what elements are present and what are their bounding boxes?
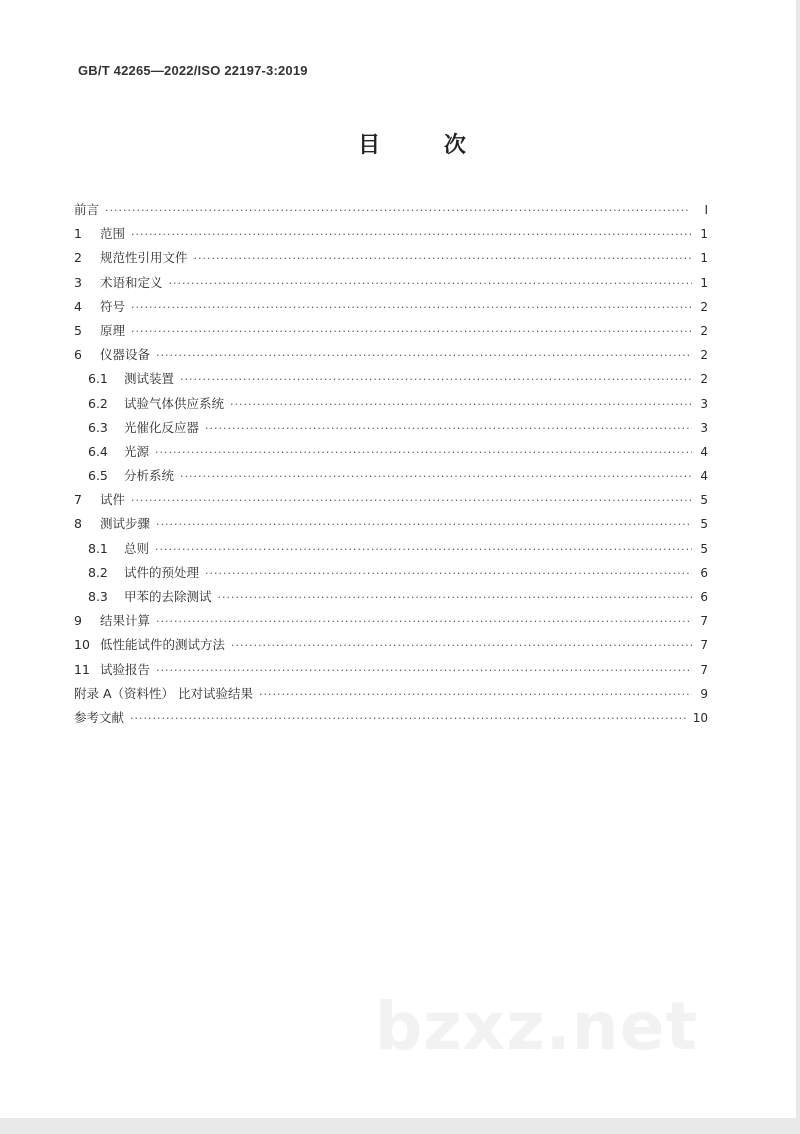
toc-entry-page: 2: [700, 372, 708, 387]
toc-leader-dots: [156, 518, 692, 531]
toc-leader-dots: [230, 398, 692, 411]
toc-entry-label: 试验报告: [100, 661, 151, 677]
toc-leader-dots: [130, 712, 687, 725]
toc-leader-dots: [259, 688, 692, 701]
toc-entry-page: 7: [700, 638, 708, 653]
toc-entry[interactable]: [74, 660, 708, 684]
toc-entry-label: 符号: [100, 298, 126, 314]
toc-entry[interactable]: [74, 442, 708, 466]
toc-leader-dots: [156, 615, 692, 628]
toc-entry[interactable]: [74, 224, 708, 248]
toc-entry-label: 试件: [100, 492, 126, 508]
toc-entry[interactable]: [74, 394, 708, 418]
standard-code: GB/T 42265—2022/ISO 22197-3:2019: [78, 63, 308, 78]
toc-entry-page: 3: [700, 420, 708, 435]
toc-entry[interactable]: [74, 297, 708, 321]
toc-entry-number: 10: [74, 637, 90, 653]
toc-entry-number: 3: [74, 274, 82, 290]
toc-entry-number: 5: [74, 322, 82, 338]
toc-leader-dots: [194, 252, 692, 265]
toc-entry-page: 7: [700, 662, 708, 677]
toc-leader-dots: [105, 204, 692, 217]
toc-entry[interactable]: [74, 321, 708, 345]
toc-entry-number: 8.1: [88, 540, 108, 556]
toc-entry-number: 6.3: [88, 419, 108, 435]
toc-leader-dots: [131, 494, 692, 507]
toc-entry-page: 9: [700, 686, 708, 701]
toc-entry-number: 1: [74, 226, 82, 242]
toc-entry-number: 6: [74, 347, 82, 363]
toc-entry-number: 11: [74, 661, 90, 677]
toc-entry-page: 4: [700, 469, 708, 484]
toc-entry-label: 参考文献: [74, 709, 125, 725]
toc-leader-dots: [218, 591, 692, 604]
toc-entry-page: 5: [700, 493, 708, 508]
toc-entry[interactable]: [74, 563, 708, 587]
toc-leader-dots: [131, 301, 692, 314]
toc-entry-page: 2: [700, 323, 708, 338]
toc-entry-label: 测试装置: [124, 371, 175, 387]
toc-leader-dots: [155, 543, 692, 556]
toc-entry-page: Ⅰ: [704, 203, 708, 217]
toc-entry-page: 6: [700, 590, 708, 604]
toc-leader-dots: [231, 639, 692, 652]
toc-entry[interactable]: [74, 418, 708, 442]
toc-leader-dots: [131, 325, 692, 338]
toc-leader-dots: [156, 349, 692, 362]
toc-entry-label: 总则: [124, 540, 150, 556]
page-title: 目 次: [358, 133, 494, 158]
toc-entry-number: 6.4: [88, 443, 108, 459]
toc-entry-page: 5: [700, 541, 708, 556]
toc-entry-label: 试验气体供应系统: [124, 395, 225, 411]
toc-entry-number: 6.5: [88, 468, 108, 484]
toc-entry-page: 1: [700, 275, 708, 290]
watermark: bzxz.net: [375, 988, 699, 1065]
toc-entry-label: 前言: [74, 202, 100, 217]
toc-leader-dots: [155, 446, 692, 459]
toc-entry-label: 低性能试件的测试方法: [100, 637, 226, 653]
toc-entry-number: 7: [74, 492, 82, 508]
toc-entry[interactable]: [74, 635, 708, 659]
toc-entry[interactable]: [74, 514, 708, 538]
toc-entry[interactable]: [74, 248, 708, 272]
toc-leader-dots: [180, 373, 692, 386]
toc-entry-number: 8.2: [88, 564, 108, 580]
toc-entry-page: 2: [700, 299, 708, 314]
toc-entry-page: 6: [700, 565, 708, 580]
toc-leader-dots: [180, 470, 692, 483]
toc-entry-page: 10: [692, 710, 708, 725]
toc-leader-dots: [156, 664, 692, 677]
toc-entry-label: 分析系统: [124, 468, 175, 484]
toc-entry-label: 试件的预处理: [124, 564, 200, 580]
toc-entry[interactable]: [74, 684, 708, 708]
toc-entry-page: 2: [700, 348, 708, 363]
toc-entry-number: 8: [74, 516, 82, 532]
toc-leader-dots: [205, 567, 692, 580]
toc-entry[interactable]: [74, 466, 708, 490]
toc-entry-page: 3: [700, 396, 708, 411]
toc-entry[interactable]: [74, 200, 708, 224]
toc-entry-number: 9: [74, 613, 82, 629]
toc-entry-label: 甲苯的去除测试: [124, 589, 212, 604]
toc-entry-number: 2: [74, 250, 82, 266]
toc-entry[interactable]: [74, 490, 708, 514]
toc-entry[interactable]: [74, 611, 708, 635]
toc-entry[interactable]: [74, 345, 708, 369]
toc-entry-label: 术语和定义: [100, 274, 163, 290]
toc-leader-dots: [131, 228, 692, 241]
toc-entry[interactable]: [74, 708, 708, 732]
toc-entry[interactable]: [74, 369, 708, 393]
toc-entry-page: 7: [700, 614, 708, 629]
toc-entry-label: 范围: [100, 226, 126, 242]
toc-entry-label: 光源: [124, 443, 150, 459]
toc-entry[interactable]: [74, 587, 708, 611]
toc-entry-label: 原理: [100, 322, 126, 338]
toc-entry-page: 4: [700, 444, 708, 459]
toc-entry-label: 光催化反应器: [124, 419, 200, 435]
toc-entry-label: 测试步骤: [100, 516, 151, 532]
toc-entry-number: 6.2: [88, 395, 108, 411]
toc-entry-page: 1: [700, 227, 708, 242]
toc-entry-label: 仪器设备: [100, 347, 151, 363]
toc-entry-number: 6.1: [88, 371, 108, 387]
toc-entry-number: 4: [74, 298, 82, 314]
toc-entry-label: 结果计算: [100, 613, 151, 629]
table-of-contents: [74, 200, 708, 732]
toc-entry-label: 附录 A（资料性） 比对试验结果: [74, 685, 253, 701]
toc-entry-page: 5: [700, 517, 708, 532]
toc-entry-page: 1: [700, 251, 708, 266]
toc-entry[interactable]: [74, 539, 708, 563]
toc-leader-dots: [169, 277, 692, 290]
toc-leader-dots: [205, 422, 692, 435]
toc-entry-number: 8.3: [88, 589, 108, 604]
toc-entry[interactable]: [74, 273, 708, 297]
toc-entry-label: 规范性引用文件: [100, 250, 188, 266]
